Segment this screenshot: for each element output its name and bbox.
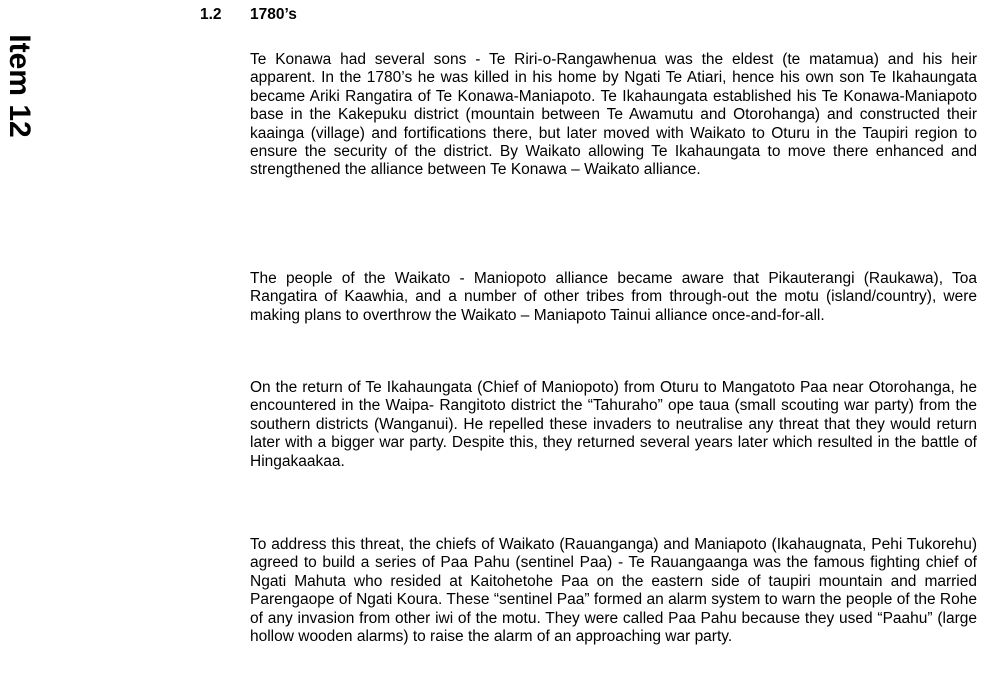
section-heading (200, 5, 297, 25)
section-number: 1.2 (200, 6, 222, 23)
paragraph-3: On the return of Te Ikahaungata (Chief of Maniopoto) from Oturu to Mangatoto Paa near Otorohanga, he encountered in the Waipa- Rangitoto district the “Tahuraho” ope taua (small scouting war party) from the southern districts (Wanganui). He repelled these invaders to neutralise any threat that they would return later with a bigger war party. Despite this, they returned several years later which resulted in the battle of Hingakaakaa. (250, 379, 977, 470)
paragraph-1: Te Konawa had several sons - Te Riri-o-Rangawhenua was the eldest (te matamua) and his heir apparent. In the 1780’s he was killed in his home by Ngati Te Atiari, hence his own son Te Ikahaungata became Ariki Rangatira of Te Konawa-Maniapoto. Te Ikahaungata established his Te Konawa-Maniapoto base in the Kakepuku district (mountain between Te Awamutu and Otorohanga) and constructed their kaainga (village) and fortifications there, but later moved with Waikato to Oturu in the Taupiri region to ensure the security of the district. By Waikato allowing Te Ikahaungata to move there enhanced and strengthened the alliance between Te Konawa – Waikato alliance. (250, 51, 977, 179)
paragraph-2: The people of the Waikato - Maniopoto alliance became aware that Pikauterangi (Raukawa), Toa Rangatira of Kaawhia, and a number of other tribes from through-out the motu (island/country), were making plans to overthrow the Waikato – Maniapoto Tainui alliance once-and-for-all. (250, 270, 977, 324)
item-number-label: Item 12 (3, 34, 36, 138)
section-title: 1780’s (250, 6, 297, 23)
paragraph-4: To address this threat, the chiefs of Waikato (Rauanganga) and Maniapoto (Ikahaugnata, Pehi Tukorehu) agreed to build a series of Paa Pahu (sentinel Paa) - Te Rauangaanga was the famous fighting chief of Ngati Mahuta who resided at Kaitohetohe Paa on the eastern side of taupiri mountain and married Parengaope of Ngati Koura. These “sentinel Paa” formed an alarm system to warn the people of the Rohe of any invasion from other iwi of the motu. They were called Paa Pahu because they used “Paahu” (large hollow wooden alarms) to raise the alarm of an approaching war party. (250, 536, 977, 646)
